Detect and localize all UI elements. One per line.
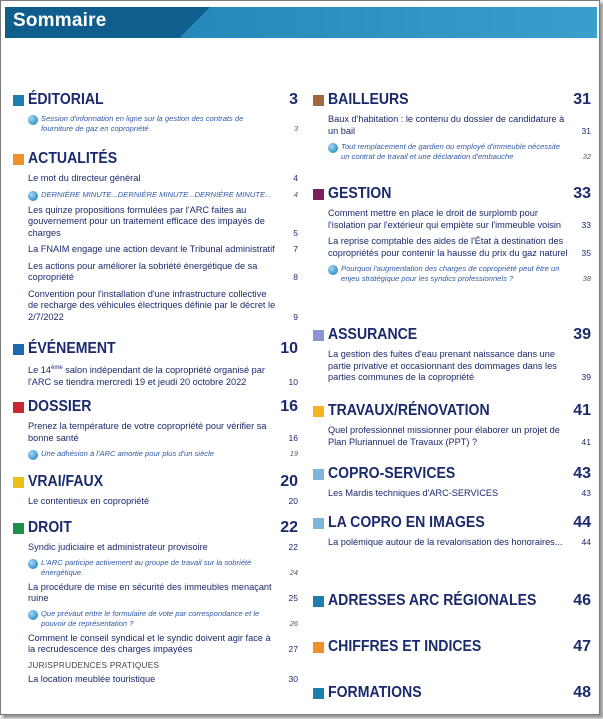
section-page: 16 (280, 398, 298, 415)
section-square-icon (13, 154, 24, 165)
section-vrai-faux[interactable] (13, 473, 298, 508)
section-dossier[interactable] (13, 398, 298, 459)
entry-text: Comment le conseil syndical et le syndic doivent agir face à la recrudescence des charges impayées (28, 632, 271, 654)
section-adresses[interactable] (313, 592, 591, 612)
section-square-icon (13, 402, 24, 413)
section-square-icon (13, 95, 24, 106)
section-square-icon (313, 596, 324, 607)
section-square-icon (313, 330, 324, 341)
entry-page: 20 (288, 496, 298, 506)
section-title: VRAI/FAUX (28, 473, 104, 490)
toc-entry[interactable] (328, 537, 591, 549)
bullet-icon (28, 559, 38, 569)
entry-page: 19 (289, 449, 298, 458)
section-page: 20 (280, 473, 298, 490)
entry-page: 25 (288, 593, 298, 603)
toc-subentry[interactable] (28, 558, 298, 578)
entry-page: 38 (582, 274, 591, 283)
bullet-icon (328, 265, 338, 275)
section-title: DROIT (28, 519, 72, 536)
toc-subentry[interactable] (28, 449, 298, 459)
entry-page: 10 (288, 376, 298, 387)
sommaire-banner (5, 7, 597, 38)
entry-text: La gestion des fuites d'eau prenant naissance dans une partie privative et occasionnant des dommages dans les parties communes de la copropriété (328, 349, 557, 382)
section-title: ACTUALITÉS (28, 150, 118, 167)
section-formations[interactable] (313, 684, 591, 704)
entry-page: 5 (293, 227, 298, 238)
entry-text: Que prévaut entre le formulaire de vote par correspondance et le pouvoir de représentation ? (41, 608, 260, 628)
toc-entry[interactable] (28, 421, 298, 444)
bullet-icon (28, 191, 38, 201)
entry-page: 39 (581, 372, 591, 382)
section-bailleurs[interactable] (313, 91, 591, 162)
section-page: 10 (280, 340, 298, 357)
bullet-icon (328, 143, 338, 153)
section-page: 44 (573, 514, 591, 531)
section-title: DOSSIER (28, 398, 92, 415)
entry-text: L'ARC participe activement au groupe de travail sur la sobriété énergétique. (41, 557, 252, 577)
toc-entry[interactable] (328, 349, 591, 384)
section-square-icon (313, 95, 324, 106)
section-title: GESTION (328, 185, 392, 202)
entry-text: La reprise comptable des aides de l'État à destination des copropriétés pour contenir la hausse du prix du gaz naturel (328, 236, 568, 258)
toc-entry[interactable] (28, 582, 298, 605)
section-title: TRAVAUX/RÉNOVATION (328, 402, 490, 419)
entry-text: Une adhésion à l'ARC amortie pour plus d'un siècle (41, 449, 215, 458)
section-actualites[interactable] (13, 150, 298, 323)
toc-entry[interactable] (328, 425, 591, 448)
bullet-icon (28, 610, 38, 620)
entry-page: 31 (581, 125, 591, 136)
toc-entry[interactable] (328, 208, 591, 231)
section-square-icon (13, 523, 24, 534)
section-square-icon (313, 469, 324, 480)
section-square-icon (313, 518, 324, 529)
section-droit[interactable] (13, 519, 298, 685)
toc-entry[interactable] (28, 674, 298, 686)
toc-entry[interactable] (28, 496, 298, 508)
section-title: ÉDITORIAL (28, 91, 104, 108)
section-title: COPRO-SERVICES (328, 465, 456, 482)
entry-page: 16 (288, 432, 298, 443)
section-square-icon (313, 189, 324, 200)
toc-entry[interactable] (328, 236, 591, 259)
page-title: Sommaire (13, 10, 107, 31)
entry-page: 4 (293, 173, 298, 183)
section-evenement[interactable] (13, 340, 298, 388)
section-square-icon (313, 688, 324, 699)
toc-entry[interactable] (28, 261, 298, 284)
section-page: 41 (573, 402, 591, 419)
entry-text: La polémique autour de la revalorisation des honoraires... (328, 537, 563, 547)
toc-subentry[interactable] (28, 190, 298, 200)
entry-page: 32 (582, 152, 591, 161)
section-title: ÉVÉNEMENT (28, 340, 116, 357)
section-page: 31 (573, 91, 591, 108)
entry-page: 35 (581, 247, 591, 258)
entry-page: 24 (289, 567, 298, 577)
entry-text: Session d'information en ligne sur la gestion des contrats de fourniture de gaz en copropriété (41, 114, 244, 133)
entry-text: Comment mettre en place le droit de surplomb pour l'isolation par l'extérieur qui empiète sur l'immeuble voisin (328, 208, 562, 230)
entry-text: Prenez la température de votre copropriété pour vérifier sa bonne santé (28, 421, 267, 443)
section-page: 22 (280, 519, 298, 536)
entry-page: 41 (581, 436, 591, 447)
entry-text: Le mot du directeur général (28, 173, 141, 183)
toc-entry[interactable] (28, 173, 298, 185)
toc-subentry[interactable] (28, 114, 298, 134)
entry-page: 33 (581, 219, 591, 230)
toc-subentry[interactable] (328, 142, 591, 162)
section-page: 43 (573, 465, 591, 482)
entry-text: La procédure de mise en sécurité des immeubles menaçant ruine (28, 581, 272, 603)
section-page: 3 (289, 91, 298, 108)
entry-page: 44 (581, 537, 591, 547)
entry-text: Tout remplacement de gardien ou employé d'immeuble nécessite un contrat de travail et une déclaration d'embauche (341, 142, 560, 161)
entry-text: DERNIÈRE MINUTE...DERNIÈRE MINUTE...DERNIÈRE MINUTE... (41, 189, 272, 199)
section-square-icon (313, 406, 324, 417)
bullet-icon (28, 115, 38, 125)
entry-text: La location meublée touristique (28, 673, 156, 684)
section-square-icon (13, 344, 24, 355)
toc-subentry[interactable] (28, 609, 298, 629)
entry-text: Baux d'habitation : le contenu du dossier de candidature à un bail (328, 114, 565, 136)
toc-entry[interactable] (28, 205, 298, 240)
entry-text: La FNAIM engage une action devant le Tribunal administratif (28, 244, 275, 254)
section-page: 47 (573, 638, 591, 655)
entry-page: 30 (288, 673, 298, 684)
toc-entry[interactable] (328, 114, 591, 137)
section-travaux[interactable] (313, 402, 591, 448)
section-title: ASSURANCE (328, 326, 418, 343)
toc-subentry[interactable] (328, 264, 591, 284)
section-gestion[interactable] (313, 185, 591, 284)
entry-page: 4 (293, 189, 298, 199)
entry-text: Quel professionnel missionner pour élaborer un projet de Plan Pluriannuel de Travaux (PPT) ? (328, 425, 560, 447)
toc-entry[interactable] (28, 363, 298, 388)
entry-page: 27 (288, 644, 298, 654)
section-title: FORMATIONS (328, 684, 422, 701)
section-title: LA COPRO EN IMAGES (328, 514, 485, 531)
entry-text: Les actions pour améliorer la sobriété énergétique de sa copropriété (28, 260, 258, 282)
entry-page: 8 (293, 272, 298, 282)
section-title: ADRESSES ARC RÉGIONALES (328, 592, 537, 609)
entry-page: 26 (289, 618, 298, 628)
section-assurance[interactable] (313, 326, 591, 384)
entry-text: Pourquoi l'augmentation des charges de copropriété peut être un enjeu stratégique pour les syndics professionnels ? (341, 264, 560, 283)
toc-entry[interactable] (28, 633, 298, 656)
entry-text: Le 14ème salon indépendant de la copropriété organisé par l'ARC se tiendra mercredi 19 et jeudi 20 octobre 2022 (28, 365, 265, 387)
toc-entry[interactable] (328, 488, 591, 500)
bullet-icon (28, 450, 38, 460)
section-title: CHIFFRES ET INDICES (328, 638, 482, 655)
entry-text: Le contentieux en copropriété (28, 496, 150, 506)
section-page: 48 (573, 684, 591, 701)
entry-page: 43 (581, 488, 591, 498)
toc-entry[interactable] (28, 289, 298, 324)
section-editorial[interactable] (13, 91, 298, 134)
entry-text: Les quinze propositions formulées par l'ARC faites au gouvernement pour un traitement efficace des impayés de charges (28, 204, 265, 238)
section-copro-images[interactable] (313, 514, 591, 549)
entry-page: 9 (293, 311, 298, 322)
toc-entry[interactable] (28, 542, 298, 554)
section-chiffres[interactable] (313, 638, 591, 658)
entry-text: Syndic judiciaire et administrateur provisoire (28, 542, 208, 552)
subsection-label: JURISPRUDENCES PRATIQUES (28, 660, 160, 670)
section-page: 39 (573, 326, 591, 343)
entry-text: Les Mardis techniques d'ARC-SERVICES (328, 488, 499, 498)
section-page: 33 (573, 185, 591, 202)
entry-page: 3 (293, 124, 298, 133)
section-copro-services[interactable] (313, 465, 591, 500)
section-page: 46 (573, 592, 591, 609)
section-square-icon (313, 642, 324, 653)
entry-text: Convention pour l'installation d'une infrastructure collective de recharge des véhicules électriques définie par le décret le 2/7/2022 (28, 288, 276, 322)
section-title: BAILLEURS (328, 91, 409, 108)
entry-page: 7 (293, 244, 298, 254)
entry-page: 22 (288, 542, 298, 552)
toc-entry[interactable] (28, 244, 298, 256)
section-square-icon (13, 477, 24, 488)
